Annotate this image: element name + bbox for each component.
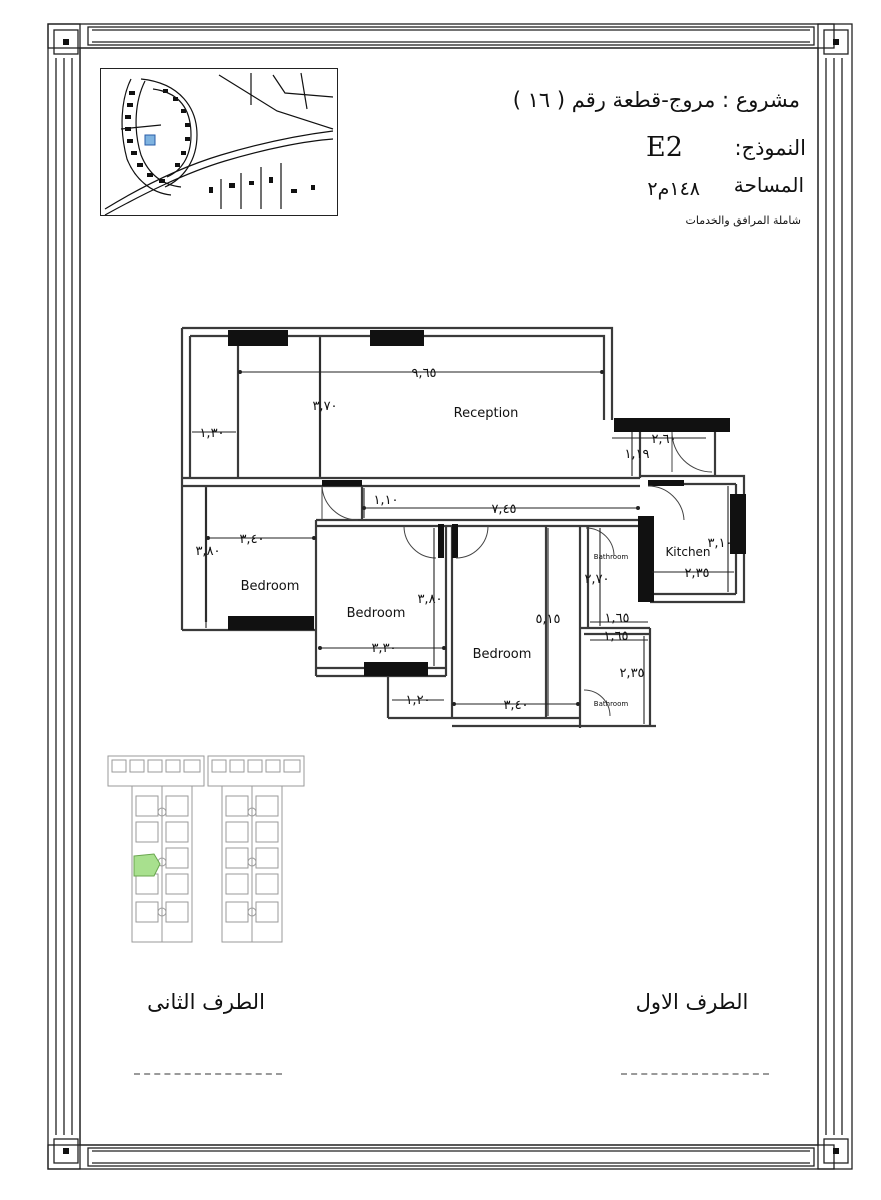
dim-entry-width: ٢,٦٠ <box>651 432 677 447</box>
second-party-label: الطرف الثانى <box>147 990 265 1014</box>
room-label-bedroom-1: Bedroom <box>240 579 300 594</box>
project-title: مشروع : مروج-قطعة رقم ( ١٦ ) <box>512 88 800 112</box>
building-key-plan <box>104 752 312 944</box>
area-note: شاملة المرافق والخدمات <box>685 214 801 227</box>
room-label-bathroom-1: Bathroom <box>593 553 629 561</box>
room-label-kitchen: Kitchen <box>665 545 711 559</box>
dim-bedroom2-length: ٣,٣٠ <box>371 641 397 656</box>
dim-corridor-width: ١,١٠ <box>373 493 399 508</box>
dim-reception-width: ٣,٧٠ <box>312 399 338 414</box>
area-label: المساحة <box>733 173 804 197</box>
dim-bedroom2-width: ٣,٨٠ <box>417 592 443 607</box>
dim-reception-length: ٩,٦٥ <box>411 366 437 381</box>
model-label: النموذج: <box>734 136 806 160</box>
dim-bath2-width: ١,٦٥ <box>603 629 629 644</box>
model-value: E2 <box>646 132 683 163</box>
dim-bath1-depth: ٢,٧٠ <box>584 572 610 587</box>
dim-corridor-length: ٧,٤٥ <box>491 502 517 517</box>
dim-closet: ١,٢٠ <box>405 693 431 708</box>
dim-kitchen-depth: ٣,١٠ <box>707 536 733 551</box>
unit-highlight <box>134 854 160 876</box>
dim-bedroom1-width: ٣,٨٠ <box>195 544 221 559</box>
plan-walls <box>182 328 744 728</box>
area-value: ١٤٨م٢ <box>647 178 700 200</box>
first-party-label: الطرف الاول <box>635 990 749 1014</box>
room-label-bedroom-3: Bedroom <box>472 647 532 662</box>
second-party-signature-line[interactable] <box>134 1073 282 1075</box>
dim-entry-depth: ١,٣٠ <box>199 426 225 441</box>
dim-entry-small: ١,١٩ <box>624 447 650 462</box>
dim-bedroom3-width: ٣,٤٠ <box>503 698 529 713</box>
dim-bath1-width: ١,٦٥ <box>604 611 630 626</box>
dim-kitchen-width: ٢,٣٥ <box>684 566 710 581</box>
room-label-bathroom-2: Bathroom <box>593 700 629 708</box>
dim-bedroom3-length: ٥,١٥ <box>535 612 561 627</box>
dim-bath2-depth: ٢,٣٥ <box>619 666 645 681</box>
dim-bedroom1-length: ٣,٤٠ <box>239 532 265 547</box>
plan-windows <box>228 330 746 676</box>
room-label-reception: Reception <box>453 406 519 421</box>
first-party-signature-line[interactable] <box>621 1073 769 1075</box>
room-label-bedroom-2: Bedroom <box>346 606 406 621</box>
